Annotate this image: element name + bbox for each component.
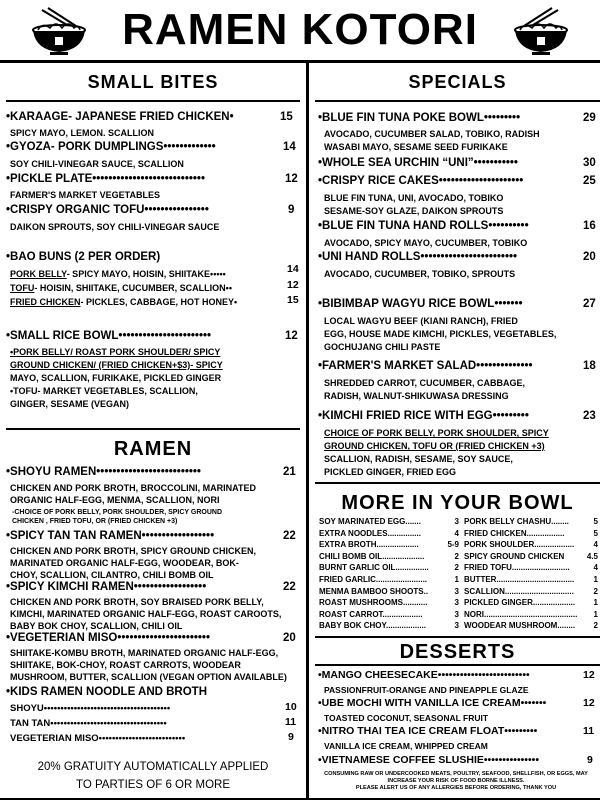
add-on-price: 1	[593, 598, 598, 608]
add-on-name: EXTRA NOODLES...............	[319, 528, 421, 538]
add-on-name: SOY MARINATED EGG.......	[319, 517, 421, 526]
add-on-row	[319, 552, 459, 564]
add-on-name: CHILI BOMB OIL...................	[319, 551, 425, 561]
gratuity-note: TO PARTIES OF 6 OR MORE	[76, 779, 230, 791]
section-divider	[315, 664, 600, 666]
rice-bowl-desc: MAYO, SCALLION, FURIKAKE, PICKLED GINGER	[10, 373, 222, 383]
menu-item-price: 12	[287, 279, 299, 291]
bao-line	[10, 282, 232, 294]
add-on-price: 2	[593, 586, 598, 596]
menu-item-desc: BABY BOK CHOY, SCALLION, CHILI OIL	[10, 621, 183, 631]
add-on-row	[319, 598, 459, 610]
menu-item-name: •VIETNAMESE COFFEE SLUSHIE•••••••••••••••	[318, 754, 540, 766]
add-on-name: MENMA BAMBOO SHOOTS..	[319, 586, 429, 596]
menu-item-name: •BLUE FIN TUNA HAND ROLLS••••••••••	[318, 220, 529, 232]
add-on-price: 3	[454, 586, 459, 596]
menu-item-desc: SHREDDED CARROT, CUCUMBER, CABBAGE,	[324, 378, 526, 388]
menu-item-price: 20	[583, 251, 596, 263]
add-on-price: 4	[593, 540, 598, 550]
kids-ramen-title: •KIDS RAMEN NOODLE AND BROTH	[6, 686, 208, 698]
add-on-row	[464, 621, 598, 633]
menu-item-name: •GYOZA- PORK DUMPLINGS•••••••••••••	[6, 141, 216, 153]
add-on-price: 4	[593, 563, 598, 573]
menu-item-desc: ORGANIC HALF-EGG, MENMA, SCALLION, NORI	[10, 495, 220, 505]
add-on-row	[464, 587, 598, 599]
bao-line	[10, 296, 237, 308]
menu-item-name: •BLUE FIN TUNA POKÉ BOWL•••••••••	[318, 112, 521, 124]
menu-item-price: 9	[587, 754, 593, 766]
menu-item-option: GROUND CHICKEN, TOFU OR (FRIED CHICKEN +3)	[324, 441, 545, 451]
add-on-name: WOODEAR MUSHROOM........	[464, 621, 576, 631]
more-in-your-bowl-heading: MORE IN YOUR BOWL	[341, 492, 574, 514]
menu-item-price: 21	[283, 466, 296, 478]
menu-item-name: •FARMER'S MARKET SALAD••••••••••••••	[318, 360, 533, 372]
add-ons-left-column	[319, 517, 459, 633]
bao-desc: - HOISIN, SHIITAKE, CUCUMBER, SCALLION••	[34, 283, 232, 293]
menu-item-note: CHICKEN , FRIED TOFU, OR (FRIED CHICKEN +3)	[12, 518, 178, 525]
menu-item-desc: CHICKEN AND PORK BROTH, SPICY GROUND CHICKEN,	[10, 546, 257, 556]
menu-item-name: •KIMCHI FRIED RICE WITH EGG•••••••••	[318, 410, 529, 422]
menu-item-desc: AVOCADO, SPICY MAYO, CUCUMBER, TOBIKO	[324, 238, 528, 248]
add-on-row	[319, 529, 459, 541]
add-on-row	[319, 540, 459, 552]
menu-item-price: 14	[287, 263, 299, 275]
warning-line: PLEASE ALERT US OF ANY ALLERGIES BEFORE ORDERING, THANK YOU	[355, 785, 557, 791]
add-on-name: PORK BELLY CHASHU........	[464, 517, 569, 526]
menu-item-price: 11	[583, 725, 595, 737]
restaurant-title: RAMEN KOTORI	[122, 5, 478, 54]
menu-item-desc: VANILLA ICE CREAM, WHIPPED CREAM	[324, 741, 488, 751]
add-on-price: 2	[454, 563, 459, 573]
menu-item-name: •SMALL RICE BOWL•••••••••••••••••••••••	[6, 330, 212, 342]
menu-item-desc: SPICY MAYO, LEMON. SCALLION	[10, 128, 155, 138]
rice-bowl-option: •TOFU- MARKET VEGETABLES, SCALLION,	[10, 386, 198, 396]
add-on-name: FRIED TOFU..........................	[464, 563, 570, 573]
menu-item-desc: BLUE FIN TUNA, UNI, AVOCADO, TOBIKO	[324, 193, 504, 203]
desserts-heading: DESSERTS	[399, 641, 516, 663]
add-on-price: 5	[593, 517, 598, 526]
add-on-name: FRIED CHICKEN.................	[464, 528, 565, 538]
menu-item-name: •SPICY TAN TAN RAMEN••••••••••••••••••	[6, 530, 215, 542]
menu-item-desc: DAIKON SPROUTS, SOY CHILI-VINEGAR SAUCE	[10, 222, 220, 232]
menu-item-desc: SHIITAKE-KOMBU BROTH, MARINATED ORGANIC HALF-EGG,	[10, 648, 279, 658]
add-on-row	[464, 575, 598, 587]
menu-item-desc: SCALLION, RADISH, SESAME, SOY SAUCE,	[324, 454, 513, 464]
menu-item-desc: WASABI MAYO, SESAME SEED FURIKAKE	[324, 142, 508, 152]
rice-bowl-option-text: GROUND CHICKEN/ (FRIED CHICKEN+$3)- SPICY	[10, 360, 223, 370]
menu-item-name: •CRISPY RICE CAKES•••••••••••••••••••••	[318, 175, 524, 187]
add-on-row	[319, 587, 459, 599]
gratuity-note: 20% GRATUITY AUTOMATICALLY APPLIED	[37, 761, 269, 773]
add-on-name: ROAST CARROT..................	[319, 609, 423, 619]
menu-item-price: 11	[285, 716, 297, 728]
menu-item-price: 12	[285, 330, 298, 342]
menu-item-desc: MUSHROOM, BUTTER, SCALLION (VEGAN OPTION AVAILABLE)	[10, 672, 287, 682]
menu-item-desc: RADISH, WALNUT-SHIKUWASA DRESSING	[324, 391, 509, 401]
menu-item-price: 16	[583, 220, 596, 232]
section-divider	[6, 100, 300, 102]
menu-item-desc: SHIITAKE, BOK-CHOY, ROAST CARROTS, WOODEAR	[10, 660, 241, 670]
warning-line: INCREASE YOUR RISK OF FOOD BORNE ILLNESS.	[387, 778, 525, 784]
menu-item-name: •WHOLE SEA URCHIN “UNI”•••••••••••	[318, 157, 518, 169]
menu-item-option: CHOICE OF PORK BELLY, PORK SHOULDER, SPICY	[324, 428, 549, 438]
add-on-name: FRIED GARLIC.......................	[319, 574, 428, 584]
add-on-name: BURNT GARLIC OIL...............	[319, 563, 429, 573]
menu-item-price: 20	[283, 632, 296, 644]
add-on-price: 4	[454, 528, 459, 538]
add-on-row	[464, 610, 598, 622]
header-divider	[0, 60, 600, 63]
add-on-price: 3	[454, 609, 459, 619]
add-on-row	[464, 529, 598, 541]
menu-item-desc: GOCHUJANG CHILI PASTE	[324, 342, 441, 352]
menu-item-price: 9	[288, 731, 294, 743]
bao-desc: - PICKLES, CABBAGE, HOT HONEY•	[80, 297, 238, 307]
menu-item-price: 10	[285, 701, 297, 713]
add-on-price: 1	[593, 574, 598, 584]
add-on-price: 1	[454, 574, 459, 584]
menu-item-desc: KIMCHI, MARINATED ORGANIC HALF-EGG, ROAST CAROOTS,	[10, 609, 282, 619]
menu-item-name: •MANGO CHEESECAKE•••••••••••••••••••••••••	[318, 669, 530, 681]
kids-item-name: VEGETERIAN MISO••••••••••••••••••••••••••	[10, 733, 186, 744]
add-on-name: PICKLED GINGER...................	[464, 598, 576, 608]
kids-item-name: TAN TAN•••••••••••••••••••••••••••••••••••	[10, 718, 167, 729]
add-on-name: PORK SHOULDER..................	[464, 540, 575, 550]
add-on-price: 3	[454, 621, 459, 631]
add-on-price: 3	[454, 598, 459, 608]
menu-item-price: 23	[583, 410, 596, 422]
add-on-row	[319, 610, 459, 622]
menu-item-name: •SHOYU RAMEN••••••••••••••••••••••••••	[6, 466, 201, 478]
menu-item-price: 12	[583, 697, 595, 709]
menu-item-price: 27	[583, 298, 596, 310]
add-on-row	[464, 598, 598, 610]
add-on-row	[464, 517, 598, 529]
menu-item-price: 29	[583, 112, 596, 124]
menu-item-price: 25	[583, 175, 596, 187]
section-divider	[6, 428, 300, 430]
menu-item-name: •VEGETERIAN MISO•••••••••••••••••••••••	[6, 632, 210, 644]
menu-item-desc: EGG, HOUSE MADE KIMCHI, PICKLES, VEGETABLES,	[324, 329, 557, 339]
section-divider	[315, 636, 600, 638]
add-on-name: SCALLION...............................	[464, 586, 574, 596]
kids-item-name: SHOYU••••••••••••••••••••••••••••••••••••••	[10, 703, 171, 714]
menu-item-desc: LOCAL WAGYU BEEF (KIANI RANCH), FRIED	[324, 316, 518, 326]
add-on-row	[464, 552, 598, 564]
add-on-row	[464, 540, 598, 552]
menu-item-name: •UBE MOCHI WITH VANILLA ICE CREAM•••••••	[318, 697, 547, 709]
menu-item-name: •KARAAGE- JAPANESE FRIED CHICKEN•	[6, 111, 234, 123]
menu-item-price: 12	[583, 669, 595, 681]
rice-bowl-option: •PORK BELLY/ ROAST PORK SHOULDER/ SPICY	[10, 347, 221, 357]
add-on-price: 5	[593, 528, 598, 538]
add-ons-right-column	[464, 517, 598, 633]
menu-item-desc: FARMER'S MARKET VEGETABLES	[10, 190, 160, 200]
menu-item-name: •NITRO THAI TEA ICE CREAM FLOAT•••••••••	[318, 725, 538, 737]
add-on-row	[319, 563, 459, 575]
menu-item-desc: SESAME-SOY GLAZE, DAIKON SPROUTS	[324, 206, 504, 216]
specials-heading: SPECIALS	[408, 72, 507, 92]
menu-item-desc: CHICKEN AND PORK BROTH, BROCCOLINI, MARINATED	[10, 483, 256, 493]
bao-protein: FRIED CHICKEN	[10, 297, 81, 307]
menu-item-desc: PASSIONFRUIT-ORANGE AND PINEAPPLE GLAZE	[324, 685, 529, 695]
warning-line: CONSUMING RAW OR UNDERCOOKED MEATS, POULTRY, SEAFOOD, SHELLFISH, OR EGGS, MAY	[324, 771, 588, 777]
menu-item-price: 15	[287, 294, 299, 306]
menu-item-name: •SPICY KIMCHI RAMEN••••••••••••••••••	[6, 581, 207, 593]
add-on-row	[319, 517, 459, 529]
menu-item-price: 9	[288, 204, 295, 216]
add-on-row	[319, 621, 459, 633]
add-on-name: ROAST MUSHROOMS...........	[319, 598, 428, 608]
menu-item-desc: SOY CHILI-VINEGAR SAUCE, SCALLION	[10, 159, 184, 169]
column-divider	[306, 60, 309, 800]
menu-item-desc: AVOCADO, CUCUMBER, TOBIKO, SPROUTS	[324, 269, 516, 279]
add-on-price: 1	[593, 609, 598, 619]
add-on-row	[319, 575, 459, 587]
add-on-price: 3	[454, 517, 459, 526]
menu-item-desc: AVOCADO, CUCUMBER SALAD, TOBIKO, RADISH	[324, 129, 540, 139]
rice-bowl-option	[10, 359, 223, 371]
rice-bowl-desc: GINGER, SESAME (VEGAN)	[10, 399, 130, 409]
add-on-name: SPICY GROUND CHICKEN	[464, 551, 565, 561]
add-on-name: EXTRA BROTH...................	[319, 540, 419, 550]
menu-item-name: •BIBIMBAP WAGYU RICE BOWL•••••••	[318, 298, 523, 310]
bao-title: •BAO BUNS (2 PER ORDER)	[6, 251, 161, 263]
menu-item-price: 12	[285, 173, 298, 185]
menu-item-desc: CHICKEN AND PORK BROTH, SOY BRAISED PORK BELLY,	[10, 597, 264, 607]
ramen-heading: RAMEN	[113, 438, 193, 460]
bao-protein: TOFU	[10, 283, 35, 293]
menu-item-price: 15	[280, 111, 293, 123]
small-bites-heading: SMALL BITES	[87, 72, 219, 92]
add-on-name: NORI..........................................	[464, 609, 578, 619]
menu-item-desc: PICKLED GINGER, FRIED EGG	[324, 467, 457, 477]
add-on-name: BABY BOK CHOY..................	[319, 621, 426, 631]
add-on-row	[464, 563, 598, 575]
menu-item-name: •UNI HAND ROLLS••••••••••••••••••••••••	[318, 251, 518, 263]
menu-item-desc: MARINATED ORGANIC HALF-EGG, WOODEAR, BOK-	[10, 558, 239, 568]
add-on-name: BUTTER...................................	[464, 574, 575, 584]
section-divider	[315, 100, 600, 102]
add-on-price: 2	[454, 551, 459, 561]
add-on-price: 2	[593, 621, 598, 631]
allergy-warning	[312, 771, 600, 792]
add-on-price: 4.5	[586, 551, 598, 561]
bao-protein: PORK BELLY	[10, 269, 67, 279]
menu-item-name: •CRISPY ORGANIC TOFU••••••••••••••••	[6, 204, 209, 216]
menu-item-price: 30	[583, 157, 596, 169]
menu-item-price: 14	[283, 141, 296, 153]
menu-item-price: 18	[583, 360, 596, 372]
section-divider	[315, 482, 600, 484]
menu-item-price: 22	[283, 530, 296, 542]
menu-item-price: 22	[283, 581, 296, 593]
menu-item-note: -CHOICE OF PORK BELLY, PORK SHOULDER, SPICY GROUND	[12, 509, 223, 516]
menu-item-name: •PICKLE PLATE••••••••••••••••••••••••••••	[6, 173, 205, 185]
bao-line	[10, 268, 226, 280]
add-on-price: 5-9	[447, 540, 459, 550]
menu-item-desc: TOASTED COCONUT, SEASONAL FRUIT	[324, 713, 489, 723]
bao-desc: - SPICY MAYO, HOISIN, SHIITAKE•••••	[66, 269, 226, 279]
menu-item-desc: CHOY, SCALLION, CILANTRO, CHILI BOMB OIL	[10, 570, 214, 580]
